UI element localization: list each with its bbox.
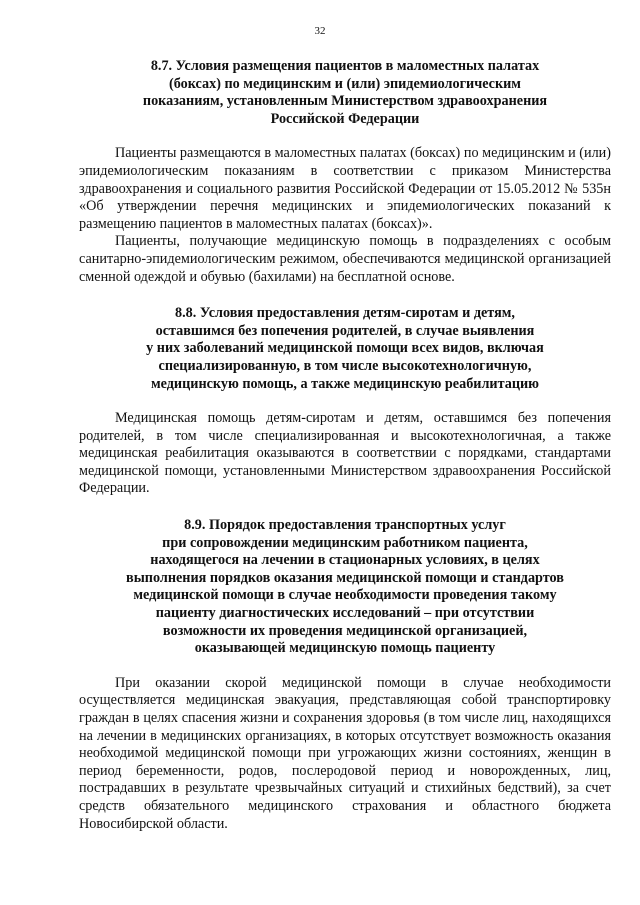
document-body: [79, 58, 611, 833]
heading-line: медицинскую помощь, а также медицинскую реабилитацию: [150, 375, 540, 392]
heading-line: 8.9. Порядок предоставления транспортных услуг: [184, 517, 506, 534]
heading-line: показаниям, установленным Министерством здравоохранения: [142, 93, 548, 110]
heading-line: возможности их проведения медицинской организацией,: [162, 622, 528, 639]
heading-line: у них заболеваний медицинской помощи всех видов, включая: [146, 340, 544, 357]
section-8-7: [79, 58, 611, 286]
heading-line: (боксах) по медицинским и (или) эпидемиологическим: [169, 75, 521, 92]
heading-line: при сопровождении медицинским работником пациента,: [162, 534, 528, 551]
heading-line: оставшимся без попечения родителей, в случае выявления: [155, 322, 535, 339]
paragraph: Пациенты, получающие медицинскую помощь в подразделениях с особым санитарно-эпидемиологическим режимом, обеспечиваются медицинской организацией сменной одеждой и обувью (бахилами) на бесплатной основе.: [79, 233, 611, 285]
section-heading: [79, 517, 611, 658]
paragraph: Пациенты размещаются в маломестных палатах (боксах) по медицинским и (или) эпидемиологическим показаниям в соответствии с приказом Министерства здравоохранения и социального развития Российской Федерации от 15.05.2012 № 535н «Об утверждении перечня медицинских и эпидемиологических показаний к размещению пациентов в маломестных палатах (боксах)».: [79, 145, 611, 232]
heading-line: выполнения порядков оказания медицинской помощи и стандартов: [126, 569, 564, 586]
heading-line: 8.7. Условия размещения пациентов в маломестных палатах: [150, 58, 540, 74]
section-heading: [79, 58, 611, 128]
heading-line: медицинской помощи в случае необходимости проведения такому: [133, 587, 557, 604]
heading-line: оказывающей медицинскую помощь пациенту: [194, 640, 496, 657]
page-number: 32: [314, 25, 326, 37]
heading-line: 8.8. Условия предоставления детям-сиротам и детям,: [175, 305, 515, 322]
paragraph: При оказании скорой медицинской помощи в случае необходимости осуществляется медицинская эвакуация, представляющая собой транспортировку граждан в целях спасения жизни и сохранения здоровья (в том числе лиц, находящихся на лечении в медицинских организациях, в которых отсутствует возможность оказания необходимой медицинской помощи при угрожающих жизни состояниях, женщин в период беременности, родов, послеродовой период и новорожденных, лиц, пострадавших в результате чрезвычайных ситуаций и стихийных бедствий), за счет средств обязательного медицинского страхования и областного бюджета Новосибирской области.: [79, 674, 611, 832]
section-heading: [79, 305, 611, 393]
section-8-9: [79, 517, 611, 833]
heading-line: находящегося на лечении в стационарных условиях, в целях: [150, 552, 540, 569]
heading-line: пациенту диагностических исследований – при отсутствии: [155, 605, 535, 622]
paragraph: Медицинская помощь детям-сиротам и детям, оставшимся без попечения родителей, в том числе специализированная и высокотехнологичная, а также медицинская реабилитация оказываются в соответствии с порядками, стандартами медицинской помощи, установленными Министерством здравоохранения Российской Федерации.: [79, 410, 611, 497]
heading-line: специализированную, в том числе высокотехнологичную,: [158, 357, 532, 374]
section-8-8: [79, 305, 611, 498]
heading-line: Российской Федерации: [270, 110, 420, 127]
